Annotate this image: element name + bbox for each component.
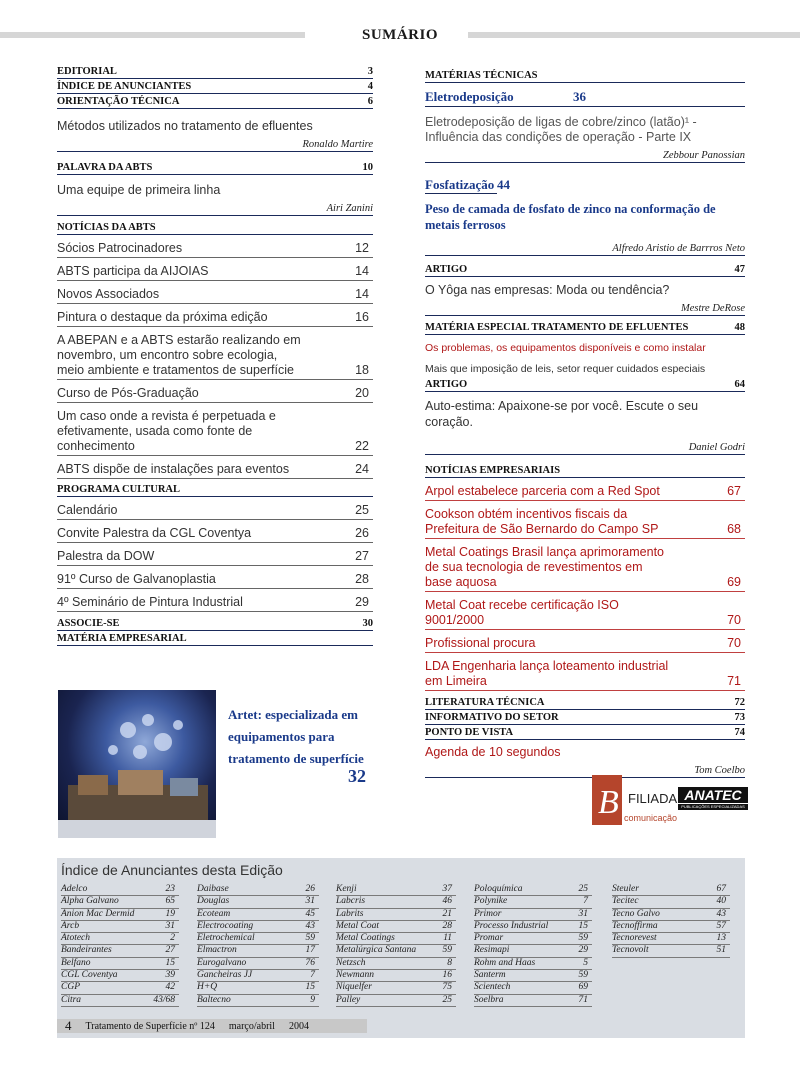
left-column xyxy=(57,64,373,646)
especial-item-1[interactable]: Os problemas, os equipamentos disponíveis e como instalar xyxy=(425,342,706,354)
advertiser-name: Citra xyxy=(61,994,82,1005)
toc-list-item[interactable] xyxy=(57,403,373,456)
advertiser-name: Douglas xyxy=(197,896,230,907)
advertiser-row[interactable] xyxy=(197,970,319,982)
toc-indice[interactable]: ÍNDICE DE ANUNCIANTES 4 xyxy=(57,81,373,92)
artigo2-title[interactable]: Auto-estima: Apaixone-se por você. Escute o seu coração. xyxy=(425,399,699,429)
advertiser-page: 29 xyxy=(578,945,588,956)
advertiser-row[interactable] xyxy=(474,995,592,1007)
toc-list-item[interactable] xyxy=(57,281,373,304)
ponto-title[interactable]: Agenda de 10 segundos xyxy=(425,745,561,759)
palavra-author: Airi Zanini xyxy=(57,201,373,216)
toc-list-item[interactable] xyxy=(57,543,373,566)
logo-filiada: FILIADA xyxy=(628,791,678,806)
page-title: SUMÁRIO xyxy=(361,27,438,43)
toc-item-page: 29 xyxy=(355,595,369,609)
advertiser-name: Atotech xyxy=(61,933,91,944)
advertiser-row[interactable] xyxy=(197,945,319,957)
advertiser-page: 59 xyxy=(305,933,315,944)
toc-noticias: NOTÍCIAS DA ABTS xyxy=(57,220,373,235)
advertiser-row[interactable] xyxy=(336,921,456,933)
toc-item-title: Curso de Pós-Graduação xyxy=(57,386,199,400)
advertiser-row[interactable] xyxy=(336,909,456,921)
toc-list-item[interactable] xyxy=(425,478,745,501)
advertiser-name: Ecoteam xyxy=(197,908,231,919)
toc-item-page: 26 xyxy=(355,526,369,540)
toc-item-title: Arpol estabelece parceria com a Red Spot xyxy=(425,484,660,498)
advertiser-row[interactable] xyxy=(336,945,456,957)
advertiser-page: 21 xyxy=(442,908,452,919)
anatec-logo xyxy=(592,775,752,825)
advertiser-row[interactable] xyxy=(197,921,319,933)
toc-noticias-empresariais: NOTÍCIAS EMPRESARIAIS xyxy=(425,463,745,478)
advertiser-row[interactable] xyxy=(197,896,319,908)
toc-item-title: Metal Coat recebe certificação ISO 9001/2000 xyxy=(425,598,619,627)
toc-item-page: 27 xyxy=(355,549,369,563)
advertiser-page: 67 xyxy=(716,884,726,894)
advertiser-name: Tecnoffirma xyxy=(612,920,658,931)
toc-item-page: 68 xyxy=(727,522,741,536)
advertiser-name: Niquelfer xyxy=(336,982,372,993)
logo-comunicacao: comunicação xyxy=(624,813,678,823)
toc-orientacao[interactable]: ORIENTAÇÃO TÉCNICA 6 xyxy=(57,96,373,107)
advertiser-row[interactable] xyxy=(61,921,179,933)
fosf-header[interactable]: Fosfatização 44 xyxy=(425,177,510,192)
advertiser-page: 11 xyxy=(443,933,452,944)
advertiser-page: 51 xyxy=(716,945,726,956)
toc-item-page: 67 xyxy=(727,484,741,498)
advertiser-name: Polynike xyxy=(474,896,508,907)
advertiser-name: Baltecno xyxy=(197,994,231,1005)
advertiser-page: 31 xyxy=(305,896,315,907)
advertiser-name: Metal Coat xyxy=(336,920,380,931)
advertiser-page: 23 xyxy=(165,884,175,894)
advertiser-name: Rohm and Haas xyxy=(474,957,536,968)
toc-item-page: 70 xyxy=(727,613,741,627)
noticias-empresariais-list xyxy=(425,478,745,691)
advertisers-index-column xyxy=(474,884,592,1007)
advertiser-name: Soelbra xyxy=(474,994,504,1005)
toc-programa: PROGRAMA CULTURAL xyxy=(57,482,373,497)
advertiser-page: 31 xyxy=(165,920,175,931)
toc-item-title: Cookson obtém incentivos fiscais da Prefeitura de São Bernardo do Campo SP xyxy=(425,507,659,536)
toc-list-item[interactable] xyxy=(57,327,373,380)
advertiser-name: Arcb xyxy=(61,920,80,931)
advertiser-row[interactable] xyxy=(61,958,179,970)
advertiser-name: Resimapi xyxy=(474,945,510,956)
artigo1-author: Mestre DeRose xyxy=(425,301,745,316)
toc-item-page: 25 xyxy=(355,503,369,517)
toc-list-item[interactable] xyxy=(57,589,373,612)
advertiser-page: 9 xyxy=(310,994,315,1005)
toc-list-item[interactable] xyxy=(57,304,373,327)
advertiser-page: 5 xyxy=(583,957,588,968)
footer-date: março/abril xyxy=(228,1020,275,1032)
advertiser-row[interactable] xyxy=(474,884,592,896)
toc-editorial[interactable]: EDITORIAL 3 xyxy=(57,66,373,77)
advertiser-row[interactable] xyxy=(612,921,730,933)
fosf-author: Alfredo Aristio de Barrros Neto xyxy=(425,241,745,256)
advertiser-row[interactable] xyxy=(197,909,319,921)
programa-list xyxy=(57,497,373,612)
advertiser-name: Promar xyxy=(474,933,504,944)
toc-item-page: 20 xyxy=(355,386,369,400)
advertiser-page: 25 xyxy=(578,884,588,894)
advertiser-row[interactable] xyxy=(61,884,179,896)
advertiser-page: 2 xyxy=(170,933,175,944)
advertiser-name: Steuler xyxy=(612,884,639,894)
advertiser-name: Tecnorevest xyxy=(612,933,657,944)
advertisers-index-column xyxy=(336,884,456,1007)
advertiser-page: 15 xyxy=(578,920,588,931)
advertiser-row[interactable] xyxy=(336,933,456,945)
advertiser-page: 16 xyxy=(442,970,452,981)
advertiser-row[interactable] xyxy=(474,909,592,921)
advertisers-index-column xyxy=(612,884,730,958)
toc-item-page: 69 xyxy=(727,575,741,589)
advertiser-row[interactable] xyxy=(61,909,179,921)
toc-item-title: Sócios Patrocinadores xyxy=(57,241,183,255)
advertiser-name: Anion Mac Dermid xyxy=(61,908,135,919)
advertiser-name: Processo Industrial xyxy=(474,920,549,931)
advertiser-page: 42 xyxy=(165,982,175,993)
toc-item-page: 71 xyxy=(727,674,741,688)
advertiser-page: 43/68 xyxy=(153,994,175,1005)
advertiser-page: 43 xyxy=(716,908,726,919)
advertiser-row[interactable] xyxy=(612,884,730,896)
logo-anatec-sub: PUBLICAÇÕES ESPECIALIZADAS xyxy=(678,804,748,810)
advertiser-row[interactable] xyxy=(197,933,319,945)
toc-informativo[interactable]: INFORMATIVO DO SETOR 73 xyxy=(425,712,745,723)
advertiser-row[interactable] xyxy=(612,933,730,945)
advertiser-page: 46 xyxy=(442,896,452,907)
toc-item-title: Palestra da DOW xyxy=(57,549,155,563)
toc-materia-especial[interactable]: MATÉRIA ESPECIAL TRATAMENTO DE EFLUENTES 48 xyxy=(425,322,745,333)
toc-materia-empresarial: MATÉRIA EMPRESARIAL xyxy=(57,631,373,646)
advertiser-page: 57 xyxy=(716,920,726,931)
advertiser-name: Eletrochemical xyxy=(197,933,255,944)
toc-list-item[interactable] xyxy=(425,630,745,653)
advertiser-page: 15 xyxy=(165,957,175,968)
advertiser-name: Labcris xyxy=(336,896,366,907)
toc-item-title: ABTS dispõe de instalações para eventos xyxy=(57,462,290,476)
advertiser-row[interactable] xyxy=(61,982,179,994)
advertiser-page: 43 xyxy=(305,920,315,931)
toc-ponto-de-vista[interactable]: PONTO DE VISTA 74 xyxy=(425,727,745,738)
advertisers-index-column xyxy=(61,884,179,1007)
advertiser-name: CGP xyxy=(61,982,80,993)
eletro-header[interactable]: Eletrodeposição 36 xyxy=(425,83,745,107)
advertiser-page: 76 xyxy=(305,957,315,968)
eletro-author: Zebbour Panossian xyxy=(425,148,745,163)
artet-feature-text[interactable]: Artet: especializada em equipamentos para tratamento de superfície xyxy=(228,707,364,766)
toc-list-item[interactable] xyxy=(57,380,373,403)
advertiser-name: Eurogalvano xyxy=(197,957,247,968)
palavra-title[interactable]: Uma equipe de primeira linha xyxy=(57,183,221,197)
advertiser-row[interactable] xyxy=(197,958,319,970)
advertiser-row[interactable] xyxy=(61,970,179,982)
advertiser-name: Labrits xyxy=(336,908,364,919)
advertiser-row[interactable] xyxy=(474,896,592,908)
advertiser-row[interactable] xyxy=(197,982,319,994)
advertiser-page: 40 xyxy=(716,896,726,907)
advertiser-page: 26 xyxy=(305,884,315,894)
toc-list-item[interactable] xyxy=(57,497,373,520)
toc-list-item[interactable] xyxy=(425,539,745,592)
advertiser-name: Poloquímica xyxy=(474,884,523,894)
toc-item-title: 4º Seminário de Pintura Industrial xyxy=(57,595,243,609)
advertiser-row[interactable] xyxy=(474,970,592,982)
advertiser-name: Santerm xyxy=(474,970,506,981)
toc-list-item[interactable] xyxy=(57,520,373,543)
advertiser-row[interactable] xyxy=(61,995,179,1007)
advertiser-page: 39 xyxy=(165,970,175,981)
advertiser-name: Adelco xyxy=(61,884,88,894)
toc-item-title: LDA Engenharia lança loteamento industrial em Limeira xyxy=(425,659,669,688)
toc-item-title: Profissional procura xyxy=(425,636,536,650)
fosf-title[interactable]: Peso de camada de fosfato de zinco na conformação de metais ferrosos xyxy=(425,202,716,232)
advertiser-name: Bandeirantes xyxy=(61,945,112,956)
toc-item-page: 70 xyxy=(727,636,741,650)
toc-artigo-1[interactable]: ARTIGO 47 xyxy=(425,264,745,275)
advertiser-page: 17 xyxy=(305,945,315,956)
especial-item-2[interactable]: Mais que imposição de leis, setor requer cuidados especiais xyxy=(425,363,706,375)
advertiser-page: 27 xyxy=(165,945,175,956)
advertiser-name: Electrocoating xyxy=(197,920,254,931)
advertiser-name: H+Q xyxy=(197,982,218,993)
logo-anatec: ANATEC xyxy=(678,787,748,803)
noticias-list xyxy=(57,235,373,479)
advertiser-name: Tecno Galvo xyxy=(612,908,660,919)
toc-list-item[interactable] xyxy=(425,653,745,691)
toc-list-item[interactable] xyxy=(57,235,373,258)
advertiser-page: 59 xyxy=(578,970,588,981)
svg-text:B: B xyxy=(598,784,619,821)
advertiser-name: Metalúrgica Santana xyxy=(336,945,417,956)
toc-item-page: 12 xyxy=(355,241,369,255)
toc-item-title: Um caso onde a revista é perpetuada e efetivamente, usada como fonte de conhecimento xyxy=(57,409,276,453)
orientacao-title[interactable]: Métodos utilizados no tratamento de efluentes xyxy=(57,119,313,133)
page-footer xyxy=(57,1019,367,1033)
footer-year: 2004 xyxy=(288,1020,309,1032)
advertiser-page: 15 xyxy=(305,982,315,993)
toc-list-item[interactable] xyxy=(57,566,373,589)
toc-artigo-2[interactable]: ARTIGO 64 xyxy=(425,379,745,390)
advertiser-name: Tecitec xyxy=(612,896,639,907)
advertiser-name: Scientech xyxy=(474,982,511,993)
artigo1-title[interactable]: O Yôga nas empresas: Moda ou tendência? xyxy=(425,283,670,297)
right-column xyxy=(425,68,745,778)
advertiser-row[interactable] xyxy=(336,982,456,994)
toc-list-item[interactable] xyxy=(425,592,745,630)
toc-item-title: 91º Curso de Galvanoplastia xyxy=(57,572,216,586)
artet-equipment-image xyxy=(58,690,216,838)
advertiser-page: 59 xyxy=(442,945,452,956)
advertiser-name: Daibase xyxy=(197,884,229,894)
advertiser-name: Palley xyxy=(336,994,361,1005)
advertiser-row[interactable] xyxy=(474,958,592,970)
toc-item-page: 16 xyxy=(355,310,369,324)
advertiser-row[interactable] xyxy=(336,970,456,982)
toc-item-page: 22 xyxy=(355,439,369,453)
advertisers-index-title: Índice de Anunciantes desta Edição xyxy=(61,862,283,878)
advertiser-name: Metal Coatings xyxy=(336,933,395,944)
toc-item-page: 14 xyxy=(355,264,369,278)
toc-literatura[interactable]: LITERATURA TÉCNICA 72 xyxy=(425,697,745,708)
advertiser-name: Kenji xyxy=(336,884,357,894)
advertiser-row[interactable] xyxy=(336,958,456,970)
toc-item-page: 14 xyxy=(355,287,369,301)
advertiser-page: 45 xyxy=(305,908,315,919)
advertiser-row[interactable] xyxy=(336,884,456,896)
advertiser-page: 7 xyxy=(583,896,588,907)
advertiser-name: Gancheiras JJ xyxy=(197,970,253,981)
advertiser-row[interactable] xyxy=(336,896,456,908)
advertiser-row[interactable] xyxy=(474,982,592,994)
toc-item-title: Calendário xyxy=(57,503,118,517)
advertiser-page: 28 xyxy=(442,920,452,931)
advertiser-page: 8 xyxy=(447,957,452,968)
advertiser-page: 71 xyxy=(578,994,588,1005)
toc-palavra[interactable]: PALAVRA DA ABTS 10 xyxy=(57,162,373,173)
toc-list-item[interactable] xyxy=(57,456,373,479)
artet-page: 32 xyxy=(348,766,366,786)
advertiser-page: 75 xyxy=(442,982,452,993)
advertiser-name: Belfano xyxy=(61,957,91,968)
advertiser-name: Newmann xyxy=(336,970,374,981)
orientacao-author: Ronaldo Martire xyxy=(57,137,373,152)
toc-list-item[interactable] xyxy=(425,501,745,539)
toc-materias-tecnicas: MATÉRIAS TÉCNICAS xyxy=(425,68,745,83)
toc-item-title: Metal Coatings Brasil lança aprimoramento de sua tecnologia de revestimentos em base aquosa xyxy=(425,545,664,589)
ponto-author: Tom Coelbo xyxy=(425,763,745,778)
advertisers-index-column xyxy=(197,884,319,1007)
advertiser-row[interactable] xyxy=(336,995,456,1007)
advertiser-name: Netzsch xyxy=(336,957,366,968)
toc-item-title: ABTS participa da AIJOIAS xyxy=(57,264,209,278)
advertiser-page: 69 xyxy=(578,982,588,993)
toc-item-page: 28 xyxy=(355,572,369,586)
advertiser-row[interactable] xyxy=(474,945,592,957)
toc-item-page: 24 xyxy=(355,462,369,476)
advertiser-row[interactable] xyxy=(61,933,179,945)
advertiser-page: 59 xyxy=(578,933,588,944)
toc-item-page: 18 xyxy=(355,363,369,377)
advertiser-row[interactable] xyxy=(474,921,592,933)
footer-page-number: 4 xyxy=(65,1018,72,1033)
eletro-title[interactable]: Eletrodeposição de ligas de cobre/zinco (latão)¹ - Influência das condições de operação - Parte IX xyxy=(425,115,697,144)
toc-associe[interactable]: ASSOCIE-SE 30 xyxy=(57,618,373,629)
advertiser-page: 19 xyxy=(165,908,175,919)
advertiser-row[interactable] xyxy=(61,896,179,908)
advertiser-row[interactable] xyxy=(612,896,730,908)
toc-list-item[interactable] xyxy=(57,258,373,281)
advertiser-row[interactable] xyxy=(474,933,592,945)
footer-magazine: Tratamento de Superfície nº 124 xyxy=(85,1020,215,1032)
advertiser-name: Elmactron xyxy=(197,945,237,956)
advertiser-name: Primor xyxy=(474,908,502,919)
advertiser-name: CGL Coventya xyxy=(61,970,118,981)
advertiser-page: 37 xyxy=(442,884,452,894)
advertiser-row[interactable] xyxy=(197,884,319,896)
advertiser-row[interactable] xyxy=(197,995,319,1007)
toc-item-title: Novos Associados xyxy=(57,287,160,301)
advertiser-page: 7 xyxy=(310,970,315,981)
advertiser-name: Tecnovolt xyxy=(612,945,649,956)
advertiser-row[interactable] xyxy=(612,945,730,957)
advertiser-row[interactable] xyxy=(61,945,179,957)
toc-item-title: Pintura o destaque da próxima edição xyxy=(57,310,268,324)
toc-item-title: Convite Palestra da CGL Coventya xyxy=(57,526,252,540)
advertiser-row[interactable] xyxy=(612,909,730,921)
advertiser-page: 13 xyxy=(716,933,726,944)
advertiser-page: 25 xyxy=(442,994,452,1005)
toc-item-title: A ABEPAN e a ABTS estarão realizando em novembro, um encontro sobre ecologia, meio ambiente e tratamentos de superfície xyxy=(57,333,301,377)
advertiser-name: Alpha Galvano xyxy=(61,896,119,907)
advertiser-page: 65 xyxy=(165,896,175,907)
advertiser-page: 31 xyxy=(578,908,588,919)
artigo2-author: Daniel Godri xyxy=(425,440,745,455)
